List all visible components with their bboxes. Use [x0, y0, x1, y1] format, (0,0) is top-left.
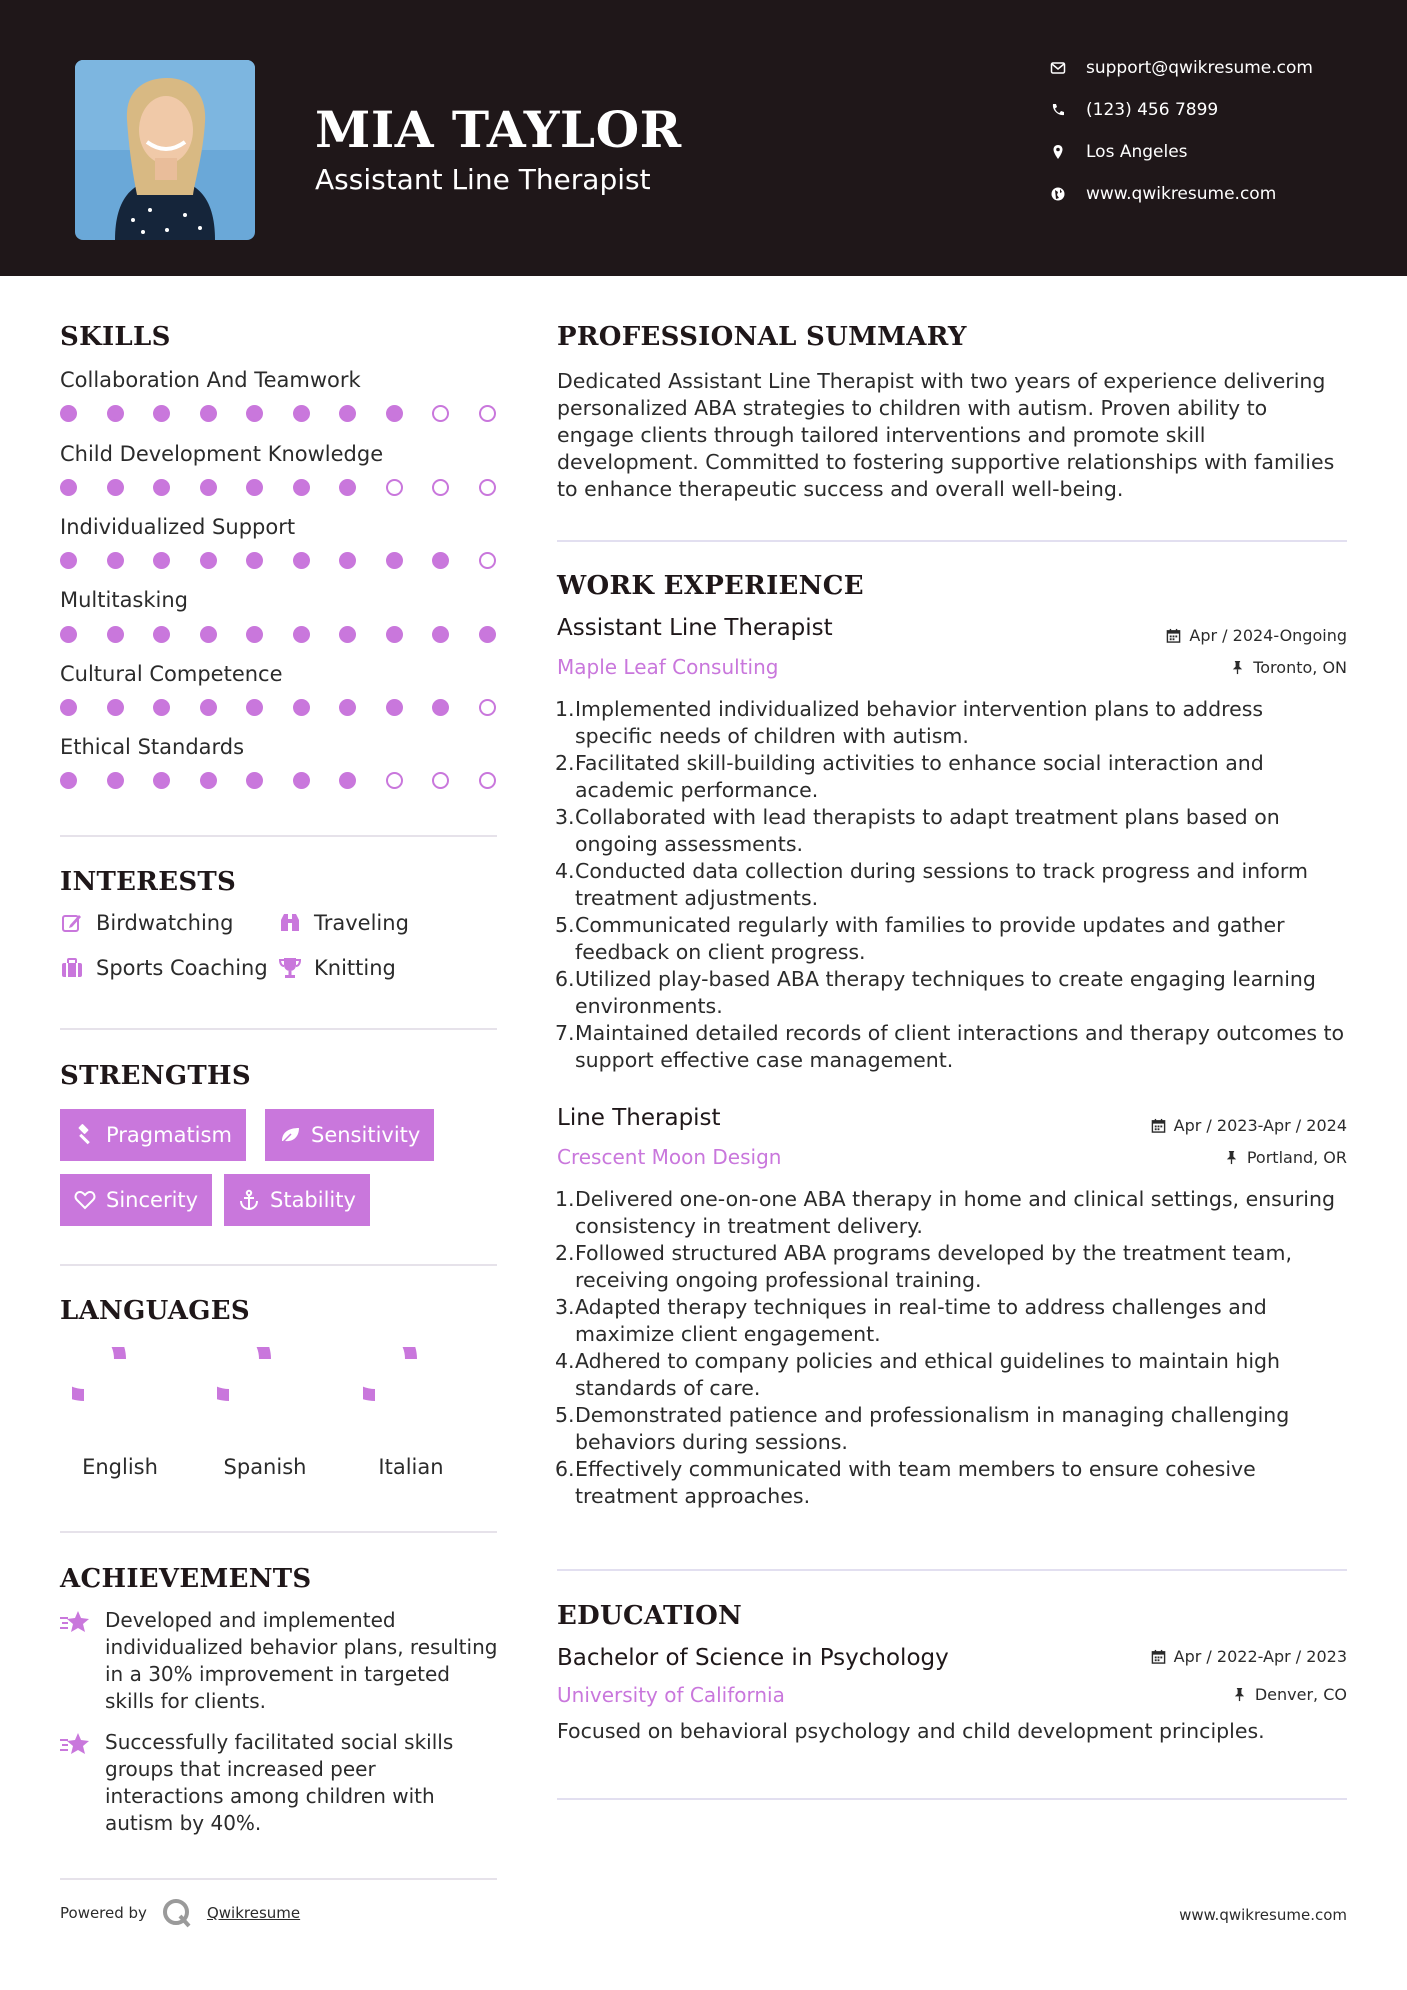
- skill-dot-filled: [107, 479, 124, 496]
- skill-dot-filled: [246, 405, 263, 422]
- strength-tag: Sincerity: [60, 1174, 212, 1226]
- skill-dot-empty: [479, 405, 496, 422]
- skill-dot-filled: [107, 772, 124, 789]
- skill-label: Child Development Knowledge: [60, 442, 384, 466]
- skill-dot-filled: [386, 552, 403, 569]
- interest-item: Traveling: [278, 911, 409, 935]
- strength-tag: Sensitivity: [265, 1109, 434, 1161]
- skill-dot-filled: [386, 405, 403, 422]
- skill-dot-filled: [339, 552, 356, 569]
- anchor-icon: [238, 1189, 260, 1211]
- skill-dot-empty: [479, 552, 496, 569]
- list-item: 5. Demonstrated patience and professionalism in managing challenging behaviors during sessions.: [555, 1403, 1290, 1454]
- interests-heading: INTERESTS: [60, 867, 237, 897]
- job-location: Portland, OR: [1224, 1148, 1347, 1167]
- list-item: 1. Delivered one-on-one ABA therapy in home and clinical settings, ensuring consistency in treatment delivery.: [555, 1187, 1335, 1238]
- school-name: University of California: [557, 1683, 785, 1707]
- briefcase-icon: [60, 956, 84, 980]
- skill-dot-filled: [246, 479, 263, 496]
- skill-dot-filled: [339, 626, 356, 643]
- job-duties-list: [555, 696, 1345, 1074]
- achievement-item: Successfully facilitated social skills groups that increased peer interactions among children with autism by 40%.: [60, 1729, 500, 1837]
- pushpin-icon: [1232, 1687, 1247, 1702]
- education-location: Denver, CO: [1232, 1685, 1347, 1704]
- job-title: Line Therapist: [557, 1105, 721, 1131]
- resume-header: [0, 0, 1407, 276]
- phone-icon: [1050, 102, 1086, 118]
- skill-dot-empty: [432, 405, 449, 422]
- pencil-square-icon: [60, 911, 84, 935]
- skill-dot-filled: [60, 626, 77, 643]
- skill-dot-filled: [339, 405, 356, 422]
- language-item: Italian: [341, 1347, 481, 1479]
- skill-rating: [60, 772, 500, 792]
- list-item: 2. Facilitated skill-building activities to enhance social interaction and academic performance.: [555, 751, 1264, 802]
- interest-item: Birdwatching: [60, 911, 233, 935]
- education-heading: EDUCATION: [557, 1601, 743, 1631]
- skill-dot-filled: [339, 772, 356, 789]
- skill-dot-filled: [339, 699, 356, 716]
- globe-icon: [1050, 186, 1086, 202]
- list-item: 1. Implemented individualized behavior intervention plans to address specific needs of children with autism.: [555, 697, 1264, 748]
- skill-dot-empty: [386, 772, 403, 789]
- envelope-icon: [1050, 60, 1086, 76]
- skill-rating: [60, 479, 500, 499]
- portrait-image: [75, 60, 255, 240]
- skill-dot-filled: [153, 479, 170, 496]
- skill-dot-filled: [432, 552, 449, 569]
- skill-dot-filled: [200, 699, 217, 716]
- list-item: 2. Followed structured ABA programs developed by the treatment team, receiving ongoing professional training.: [555, 1241, 1292, 1292]
- skill-dot-filled: [386, 626, 403, 643]
- section-divider: [557, 1569, 1347, 1571]
- skill-dot-filled: [246, 552, 263, 569]
- languages-heading: LANGUAGES: [60, 1296, 250, 1326]
- skill-rating: [60, 626, 500, 646]
- powered-by: Powered by Qwikresume: [60, 1897, 300, 1929]
- section-divider: [60, 1028, 497, 1030]
- language-ring: [363, 1347, 459, 1443]
- list-item: 4. Conducted data collection during sessions to track progress and inform treatment adjustments.: [555, 859, 1308, 910]
- list-item: 4. Adhered to company policies and ethical guidelines to maintain high standards of care.: [555, 1349, 1281, 1400]
- skill-dot-empty: [432, 772, 449, 789]
- candidate-title: Assistant Line Therapist: [315, 163, 651, 196]
- section-divider: [60, 1531, 497, 1533]
- pushpin-icon: [1230, 660, 1245, 675]
- calendar-icon: [1151, 1118, 1166, 1133]
- brand-link[interactable]: Qwikresume: [206, 1904, 301, 1922]
- skill-dot-filled: [107, 699, 124, 716]
- interest-item: Knitting: [278, 956, 396, 980]
- skill-dot-filled: [107, 405, 124, 422]
- skill-dot-filled: [246, 626, 263, 643]
- skills-heading: SKILLS: [60, 322, 171, 352]
- list-item: 5. Communicated regularly with families to provide updates and gather feedback on client progress.: [555, 913, 1285, 964]
- skill-dot-filled: [432, 626, 449, 643]
- language-item: English: [50, 1347, 190, 1479]
- skill-label: Ethical Standards: [60, 735, 245, 759]
- skill-dot-filled: [107, 626, 124, 643]
- contact-email[interactable]: support@qwikresume.com: [1050, 58, 1390, 78]
- binoculars-icon: [278, 911, 302, 935]
- skill-dot-empty: [479, 699, 496, 716]
- profile-photo: [75, 60, 255, 240]
- contact-location: Los Angeles: [1050, 142, 1390, 162]
- skill-dot-filled: [479, 626, 496, 643]
- skill-rating: [60, 552, 500, 572]
- skill-dot-empty: [479, 772, 496, 789]
- skill-dot-filled: [200, 626, 217, 643]
- strength-tag: Stability: [224, 1174, 370, 1226]
- list-item: 3. Adapted therapy techniques in real-time to address challenges and maximize client engagement.: [555, 1295, 1267, 1346]
- skill-dot-filled: [293, 772, 310, 789]
- job-dates: Apr / 2024-Ongoing: [1166, 626, 1347, 645]
- calendar-icon: [1166, 628, 1181, 643]
- language-item: Spanish: [195, 1347, 335, 1479]
- skill-dot-filled: [200, 479, 217, 496]
- skill-rating: [60, 699, 500, 719]
- education-description: Focused on behavioral psychology and child development principles.: [557, 1719, 1265, 1743]
- footer-website[interactable]: www.qwikresume.com: [1179, 1906, 1347, 1924]
- skill-dot-filled: [293, 552, 310, 569]
- summary-heading: PROFESSIONAL SUMMARY: [557, 322, 967, 352]
- skill-dot-empty: [432, 479, 449, 496]
- job-duties-list: [555, 1186, 1345, 1510]
- list-item: 6. Effectively communicated with team members to ensure cohesive treatment approaches.: [555, 1457, 1256, 1508]
- list-item: 3. Collaborated with lead therapists to adapt treatment plans based on ongoing assessments.: [555, 805, 1280, 856]
- job-location: Toronto, ON: [1230, 658, 1347, 677]
- skill-dot-filled: [200, 772, 217, 789]
- skill-dot-filled: [153, 699, 170, 716]
- list-item: 6. Utilized play-based ABA therapy techniques to create engaging learning environments.: [555, 967, 1316, 1018]
- skill-dot-filled: [386, 699, 403, 716]
- strengths-heading: STRENGTHS: [60, 1061, 251, 1091]
- skill-dot-filled: [107, 552, 124, 569]
- pushpin-icon: [1224, 1150, 1239, 1165]
- skill-dot-filled: [246, 699, 263, 716]
- education-dates: Apr / 2022-Apr / 2023: [1151, 1647, 1347, 1666]
- skill-dot-filled: [153, 626, 170, 643]
- section-divider: [557, 540, 1347, 542]
- language-ring: [72, 1347, 168, 1443]
- section-divider: [557, 1798, 1347, 1800]
- candidate-name: MIA TAYLOR: [315, 100, 682, 159]
- degree-title: Bachelor of Science in Psychology: [557, 1645, 949, 1671]
- company-name: Crescent Moon Design: [557, 1145, 782, 1169]
- achievements-heading: ACHIEVEMENTS: [60, 1564, 312, 1594]
- skill-dot-filled: [339, 479, 356, 496]
- interest-item: Sports Coaching: [60, 956, 268, 980]
- achievement-item: Developed and implemented individualized behavior plans, resulting in a 30% improvement in targeted skills for clients.: [60, 1607, 500, 1715]
- skill-dot-filled: [293, 479, 310, 496]
- leaf-icon: [279, 1124, 301, 1146]
- gavel-icon: [74, 1124, 96, 1146]
- skill-dot-filled: [293, 405, 310, 422]
- skill-dot-filled: [153, 405, 170, 422]
- job-title: Assistant Line Therapist: [557, 615, 833, 641]
- skill-dot-filled: [60, 479, 77, 496]
- company-name: Maple Leaf Consulting: [557, 655, 779, 679]
- skill-dot-filled: [246, 772, 263, 789]
- contact-phone[interactable]: (123) 456 7899: [1050, 100, 1390, 120]
- skill-dot-filled: [60, 699, 77, 716]
- section-divider: [60, 1264, 497, 1266]
- star-icon: [60, 1609, 92, 1635]
- skill-dot-filled: [60, 552, 77, 569]
- job-dates: Apr / 2023-Apr / 2024: [1151, 1116, 1347, 1135]
- skill-rating: [60, 405, 500, 425]
- skill-dot-filled: [60, 405, 77, 422]
- heart-icon: [74, 1189, 96, 1211]
- summary-text: Dedicated Assistant Line Therapist with two years of experience delivering personalized ABA strategies to children with autism. Proven ability to engage clients through tailored interventions and promote skill development. Committed to fostering supportive relationships with families to enhance therapeutic success and overall well-being.: [557, 369, 1335, 501]
- strength-tag: Pragmatism: [60, 1109, 246, 1161]
- skill-label: Collaboration And Teamwork: [60, 368, 361, 392]
- skill-dot-filled: [200, 405, 217, 422]
- calendar-icon: [1151, 1649, 1166, 1664]
- skill-dot-filled: [293, 626, 310, 643]
- language-ring: [217, 1347, 313, 1443]
- list-item: 7. Maintained detailed records of client interactions and therapy outcomes to support effective case management.: [555, 1021, 1345, 1072]
- skill-dot-filled: [293, 699, 310, 716]
- section-divider: [60, 1878, 497, 1880]
- skill-dot-empty: [479, 479, 496, 496]
- skill-dot-empty: [386, 479, 403, 496]
- skill-dot-filled: [432, 699, 449, 716]
- star-icon: [60, 1731, 92, 1757]
- section-divider: [60, 835, 497, 837]
- experience-heading: WORK EXPERIENCE: [557, 571, 864, 601]
- contact-website[interactable]: www.qwikresume.com: [1050, 184, 1390, 204]
- trophy-icon: [278, 956, 302, 980]
- skill-label: Multitasking: [60, 588, 189, 612]
- skill-label: Individualized Support: [60, 515, 296, 539]
- qwikresume-logo-icon: [161, 1897, 193, 1929]
- skill-dot-filled: [200, 552, 217, 569]
- location-pin-icon: [1050, 144, 1086, 160]
- skill-label: Cultural Competence: [60, 662, 283, 686]
- skill-dot-filled: [153, 772, 170, 789]
- skill-dot-filled: [60, 772, 77, 789]
- skill-dot-filled: [153, 552, 170, 569]
